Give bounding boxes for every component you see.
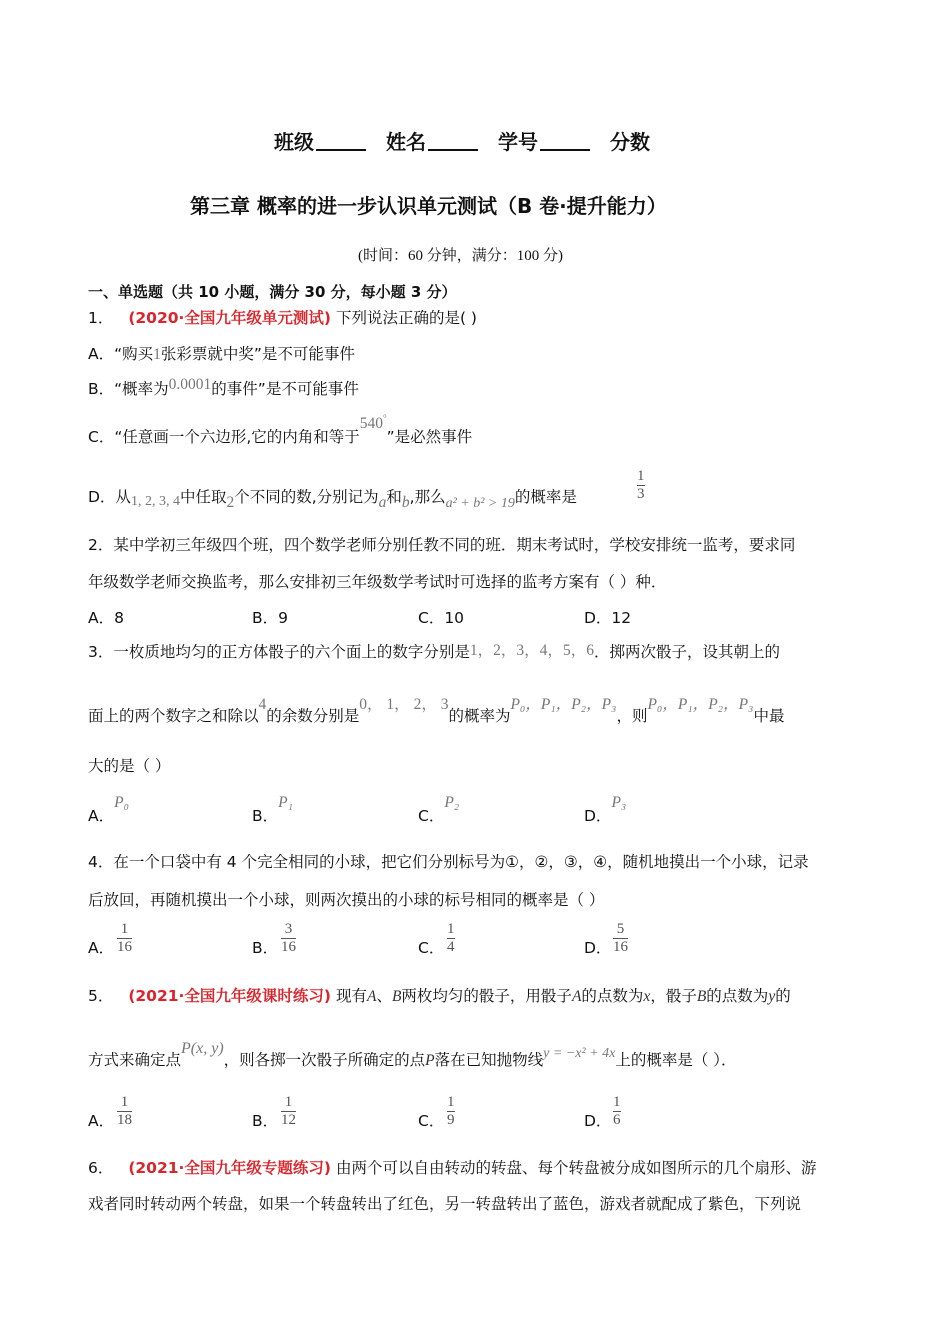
fraction-numerator: 1 — [120, 921, 129, 937]
question-2-option-c[interactable]: C．10 — [418, 609, 465, 627]
score-label: 分数 — [610, 130, 650, 154]
question-text: ，骰子 — [650, 987, 697, 1005]
question-text: 的点数为 — [581, 987, 644, 1005]
question-3-option-a[interactable] — [88, 794, 129, 826]
question-text: 上的概率是（ ）． — [615, 1051, 737, 1069]
student-id-label: 学号 — [498, 130, 538, 154]
math-expr: P₂ — [444, 794, 460, 811]
student-id-blank[interactable] — [540, 131, 590, 151]
math-expr: a — [378, 494, 387, 511]
degree-symbol: ° — [383, 413, 387, 423]
question-2-option-a[interactable]: A．8 — [88, 609, 124, 627]
fraction-numerator: 1 — [447, 921, 455, 937]
math-expr: P₀ — [114, 794, 129, 811]
option-text: A．“购买 — [88, 345, 154, 363]
section-heading: 一、单选题（共 10 小题，满分 30 分，每小题 3 分） — [88, 283, 457, 301]
option-text: ”是必然事件 — [386, 428, 473, 446]
math-number: 2 — [493, 642, 501, 659]
option-text: 中任取 — [179, 488, 227, 506]
fraction — [447, 921, 455, 956]
probability-symbol: P₃ — [738, 696, 754, 713]
math-expr: P — [425, 1052, 435, 1069]
question-5-line-2 — [88, 1040, 737, 1070]
math-expr: 1 — [153, 346, 161, 363]
question-text: 落在已知抛物线 — [434, 1051, 544, 1069]
question-text: 面上的两个数字之和除以 — [88, 707, 259, 725]
probability-symbol: P₃ — [601, 696, 617, 713]
question-2-line-1: 2．某中学初三年级四个班，四个数学老师分别任教不同的班．期末考试时，学校安排统一监考，要求同 — [88, 536, 796, 554]
math-expr: P₀，P₁，P₂，P₃ — [647, 696, 754, 713]
math-expr: A — [571, 988, 582, 1005]
math-number: 2 — [413, 696, 422, 713]
math-number: 3 — [516, 642, 525, 659]
fraction-numerator: 1 — [284, 1094, 293, 1110]
math-expr: P(x, y) — [181, 1040, 224, 1057]
math-expr: a² + b² > 19 — [445, 496, 515, 511]
math-expr: b — [401, 494, 410, 511]
fraction-denominator: 4 — [447, 939, 455, 955]
question-text: 中最 — [753, 707, 785, 725]
option-text: 的事件”是不可能事件 — [211, 380, 359, 398]
probability-symbol: P₁ — [677, 696, 693, 713]
math-expr: B — [391, 988, 402, 1005]
probability-symbol: P₀ — [510, 696, 526, 713]
fraction — [447, 1094, 455, 1129]
math-number: 0 — [359, 696, 368, 713]
option-letter: C． — [418, 807, 445, 825]
question-1-option-c[interactable] — [88, 413, 473, 447]
math-expr: y — [768, 988, 776, 1005]
question-source: (2021·全国九年级专题练习) — [128, 1159, 332, 1177]
option-text: C．“任意画一个六边形,它的内角和等于 — [88, 428, 360, 446]
question-2-option-b[interactable]: B．9 — [252, 609, 288, 627]
question-6-line-1 — [88, 1156, 816, 1178]
question-text: 的点数为 — [706, 987, 769, 1005]
page-title: 第三章 概率的进一步认识单元测试（B 卷·提升能力） — [190, 194, 667, 218]
option-text: 张彩票就中奖”是不可能事件 — [160, 345, 355, 363]
question-1-stem — [88, 306, 477, 328]
probability-symbol: P₀ — [647, 696, 663, 713]
question-text: 的概率为 — [448, 707, 511, 725]
question-text: ，则各掷一次骰子所确定的点 — [223, 1051, 426, 1069]
fraction-numerator: 1 — [447, 1094, 455, 1110]
question-4-option-c[interactable]: C． — [418, 939, 445, 957]
question-3-option-c[interactable] — [418, 794, 460, 826]
question-text: ．掷两次骰子，设其朝上的 — [593, 643, 780, 661]
question-text: 由两个可以自由转动的转盘、每个转盘被分成如图所示的几个扇形、游 — [335, 1159, 817, 1177]
question-5-option-a[interactable]: A． — [88, 1112, 115, 1130]
math-number: 6 — [586, 642, 594, 659]
math-expr: 2 — [226, 494, 235, 511]
math-expr: P₃ — [611, 794, 627, 811]
fraction-denominator: 12 — [281, 1112, 296, 1128]
probability-symbol: P₂ — [708, 696, 724, 713]
question-3-option-d[interactable] — [584, 794, 627, 826]
probability-symbol: P₁ — [540, 696, 556, 713]
math-expr: 1, 2, 3, 4 — [130, 494, 180, 509]
question-3-line-3: 大的是（ ） — [88, 757, 171, 775]
math-expr: x — [643, 988, 651, 1005]
question-1-option-b[interactable] — [88, 377, 359, 399]
probability-symbol: P₂ — [571, 696, 587, 713]
question-1-option-d[interactable] — [88, 485, 577, 511]
math-expr: y = −x² + 4x — [543, 1046, 616, 1061]
question-3-option-b[interactable] — [252, 794, 293, 826]
question-6-line-2: 戏者同时转动两个转盘，如果一个转盘转出了红色，另一转盘转出了蓝色，游戏者就配成了紫色，下列说 — [88, 1195, 802, 1213]
question-4-option-d[interactable]: D． — [584, 939, 612, 957]
question-text: 两枚均匀的骰子，用骰子 — [401, 987, 572, 1005]
question-4-option-b[interactable]: B． — [252, 939, 279, 957]
fraction — [117, 1094, 132, 1129]
option-letter: B． — [252, 807, 279, 825]
math-expr: 4 — [258, 696, 267, 713]
name-label: 姓名 — [386, 130, 426, 154]
class-blank[interactable] — [316, 131, 366, 151]
math-expr: B — [696, 988, 707, 1005]
option-text: B．“概率为 — [88, 380, 169, 398]
math-expr: 1，2，3，4，5，6 — [469, 642, 594, 659]
angle-value: 540 — [359, 415, 384, 432]
fraction-numerator: 1 — [613, 1094, 621, 1110]
fraction — [637, 468, 645, 503]
math-expr — [360, 415, 387, 432]
option-letter: D． — [584, 807, 612, 825]
fraction-numerator: 5 — [616, 921, 625, 937]
question-4-option-a[interactable]: A． — [88, 939, 115, 957]
question-number: 6． — [88, 1159, 114, 1177]
fraction-denominator: 6 — [613, 1112, 621, 1128]
math-number: 1 — [386, 696, 395, 713]
exam-time-info: (时间：60 分钟，满分：100 分) — [358, 248, 563, 264]
option-text: 个不同的数,分别记为 — [234, 488, 379, 506]
class-label: 班级 — [274, 130, 314, 154]
fraction-numerator: 3 — [284, 921, 293, 937]
question-text: 方式来确定点 — [88, 1051, 182, 1069]
question-text: 3．一枚质地均匀的正方体骰子的六个面上的数字分别是 — [88, 643, 470, 661]
question-text: 、 — [376, 987, 392, 1005]
question-2-option-d[interactable]: D．12 — [584, 609, 632, 627]
math-number: 5 — [562, 642, 571, 659]
question-number: 1． — [88, 309, 114, 327]
question-3-line-1 — [88, 640, 780, 662]
question-5-option-d[interactable]: D． — [584, 1112, 612, 1130]
fraction — [117, 921, 132, 956]
option-text: 和 — [386, 488, 402, 506]
fraction-denominator: 18 — [117, 1112, 132, 1128]
fraction — [281, 921, 296, 956]
option-text: ,那么 — [409, 488, 446, 506]
fraction-denominator: 9 — [447, 1112, 455, 1128]
question-text: 的 — [775, 987, 791, 1005]
question-4-line-2: 后放回，再随机摸出一个小球，则两次摸出的小球的标号相同的概率是（ ） — [88, 891, 605, 909]
exam-header — [274, 126, 650, 155]
question-text: ，则 — [616, 707, 648, 725]
question-text: 下列说法正确的是( ) — [335, 309, 477, 327]
fraction — [613, 921, 628, 956]
name-blank[interactable] — [428, 131, 478, 151]
math-number: 1 — [469, 642, 478, 659]
question-source: (2020·全国九年级单元测试) — [128, 309, 332, 327]
fraction-numerator: 1 — [637, 468, 645, 484]
math-number: 3 — [440, 696, 449, 713]
question-text: 现有 — [335, 987, 367, 1005]
math-expr: P₁ — [278, 794, 293, 811]
question-number: 5． — [88, 987, 114, 1005]
option-letter: A． — [88, 807, 115, 825]
option-text: D．从 — [88, 488, 131, 506]
question-1-option-a[interactable] — [88, 342, 355, 364]
fraction — [613, 1094, 621, 1129]
question-4-line-1: 4．在一个口袋中有 4 个完全相同的小球，把它们分别标号为①，②，③，④，随机地摸出一个小球，记录 — [88, 853, 809, 871]
math-expr: 0.0001 — [168, 376, 212, 393]
fraction-denominator: 3 — [637, 486, 645, 502]
question-5-line-1 — [88, 984, 791, 1006]
fraction-denominator: 16 — [613, 939, 628, 955]
question-3-line-2 — [88, 696, 785, 726]
option-text: 的概率是 — [514, 488, 577, 506]
fraction-denominator: 16 — [281, 939, 296, 955]
fraction-numerator: 1 — [120, 1094, 129, 1110]
fraction — [281, 1094, 296, 1129]
math-expr: P₀，P₁，P₂，P₃ — [510, 696, 617, 713]
math-expr: 0， 1， 2， 3 — [359, 696, 449, 713]
question-5-option-b[interactable]: B． — [252, 1112, 279, 1130]
math-expr: A — [366, 988, 377, 1005]
question-2-line-2: 年级数学老师交换监考，那么安排初三年级数学考试时可选择的监考方案有（ ）种． — [88, 573, 667, 591]
math-number: 4 — [539, 642, 548, 659]
question-source: (2021·全国九年级课时练习) — [128, 987, 332, 1005]
question-text: 的余数分别是 — [266, 707, 360, 725]
fraction-denominator: 16 — [117, 939, 132, 955]
question-5-option-c[interactable]: C． — [418, 1112, 445, 1130]
